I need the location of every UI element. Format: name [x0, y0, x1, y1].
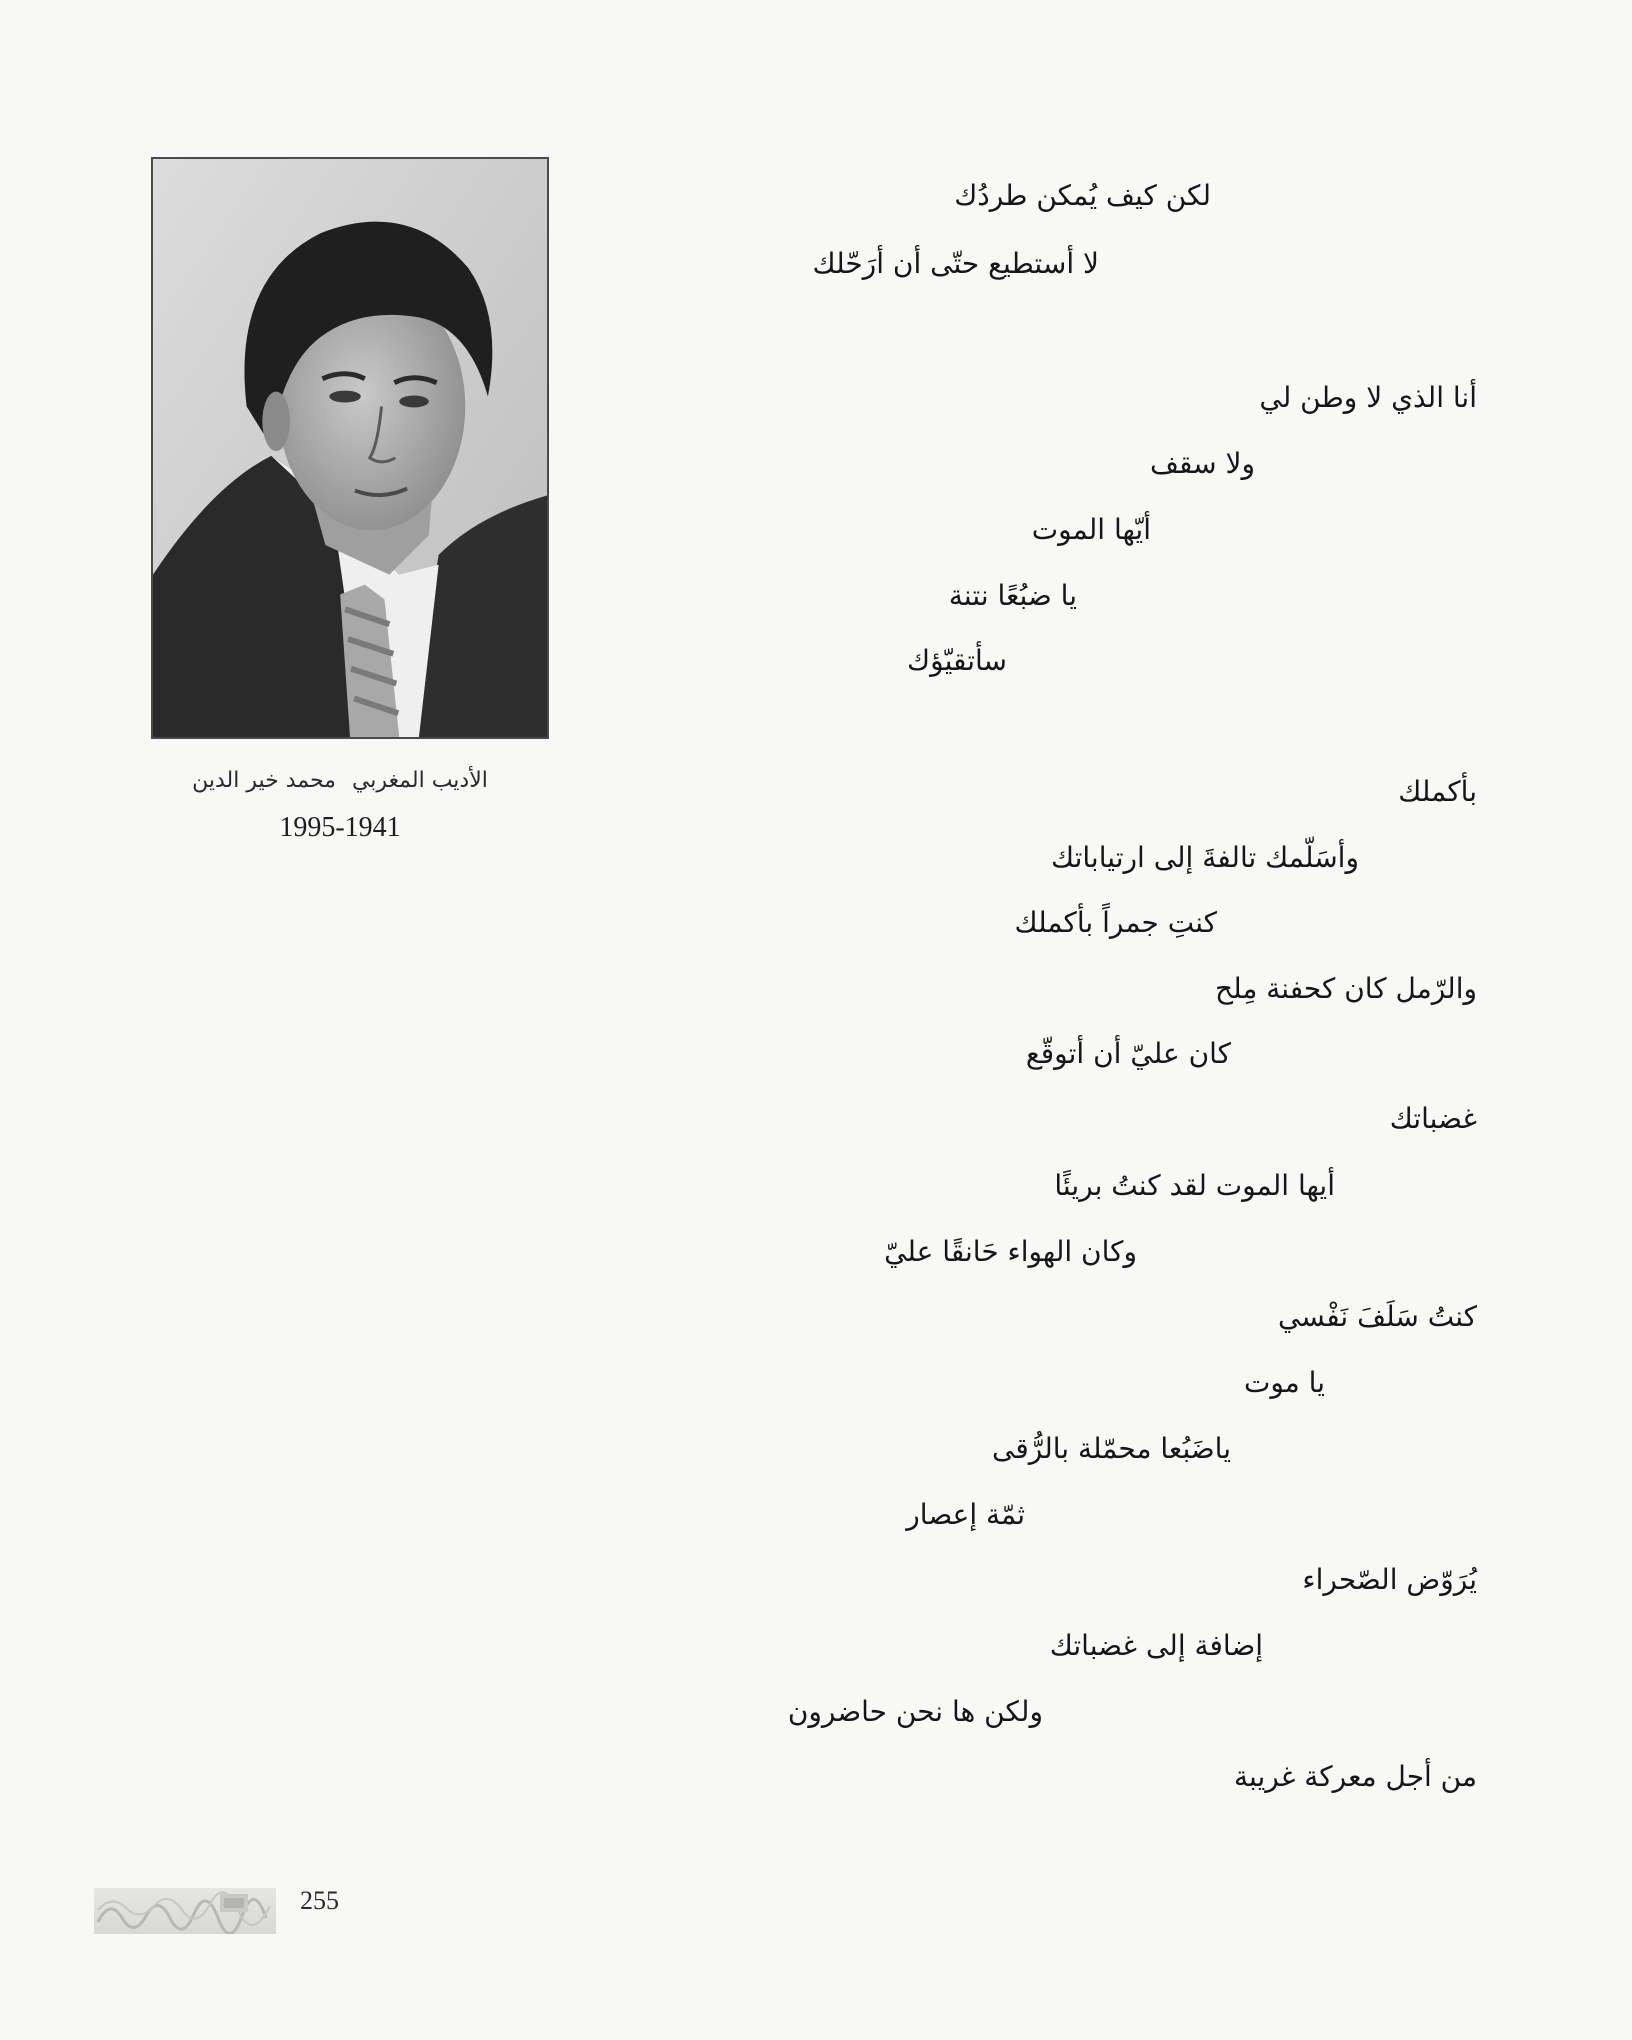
poem-line: أيّها الموت	[1031, 513, 1151, 546]
poem-line: ولكن ها نحن حاضرون	[787, 1695, 1043, 1728]
poem-line: كنتُ سَلَفَ نَفْسي	[1277, 1300, 1477, 1333]
poem-line: يا ضبُعًا نتنة	[948, 579, 1077, 612]
poem-line: وأسَلّمك تالفةَ إلى ارتياباتك	[1051, 841, 1359, 874]
poem-line: لكن كيف يُمكن طردُك	[954, 179, 1211, 212]
poem-line: يُرَوّض الصّحراء	[1302, 1563, 1477, 1596]
caption-title: الأديب المغربي	[351, 768, 488, 793]
poem-line: وكان الهواء حَانقًا عليّ	[884, 1235, 1137, 1268]
poem-line: ولا سقف	[1150, 447, 1255, 480]
poem-line: كان عليّ أن أتوقّع	[1025, 1037, 1231, 1070]
footer-ornament	[94, 1888, 276, 1934]
poem-line: من أجل معركة غريبة	[1234, 1760, 1477, 1793]
decorative-pattern-icon	[94, 1888, 276, 1934]
poem-line: يا موت	[1243, 1366, 1325, 1399]
poem-line: ياضَبُعا محمّلة بالرُّقى	[992, 1432, 1231, 1465]
poem-line: لا أستطيع حتّى أن أرَحّلك	[812, 247, 1099, 280]
poem-line: سأتقيّؤك	[907, 644, 1007, 677]
poem-line: غضباتك	[1389, 1102, 1477, 1135]
portrait-caption	[140, 768, 540, 793]
author-portrait	[151, 157, 549, 739]
poem-line: ثمّة إعصار	[906, 1498, 1025, 1531]
poem-line: أيها الموت لقد كنتُ بريئًا	[1054, 1169, 1335, 1202]
poem-line: كنتِ جمراً بأكملك	[1014, 906, 1217, 939]
page-number: 255	[300, 1886, 339, 1915]
portrait-image	[153, 159, 547, 737]
poem-line: والرّمل كان كحفنة مِلح	[1215, 972, 1477, 1005]
caption-years: 1995-1941	[279, 812, 401, 843]
caption-author-name: محمد خير الدين	[192, 768, 336, 793]
poem-line: بأكملك	[1398, 775, 1477, 808]
poem-line: أنا الذي لا وطن لي	[1259, 381, 1477, 414]
poem-line: إضافة إلى غضباتك	[1049, 1629, 1263, 1662]
